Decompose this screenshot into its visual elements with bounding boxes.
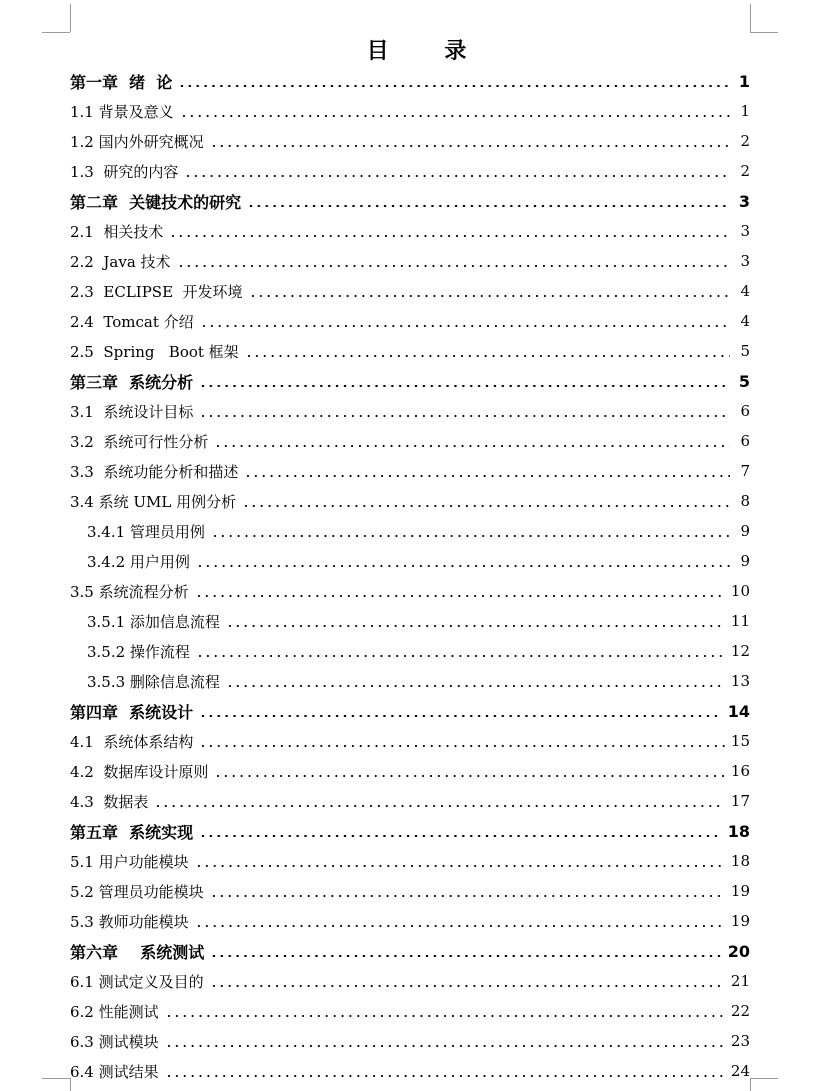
- toc-dot-leader: [154, 805, 725, 807]
- toc-entry[interactable]: [70, 966, 750, 996]
- toc-entry-label: 第四章 系统设计: [70, 702, 194, 722]
- toc-entry-label: 6.1 测试定义及目的: [70, 972, 204, 991]
- toc-page-number: 1: [740, 102, 750, 120]
- toc-entry-label: 2.1 相关技术: [70, 222, 164, 241]
- toc-page-number: 6: [740, 402, 750, 420]
- toc-entry-label: 5.2 管理员功能模块: [70, 882, 204, 901]
- toc-chapter-entry[interactable]: [70, 66, 750, 96]
- toc-page-number: 5: [740, 342, 750, 360]
- toc-dot-leader: [169, 235, 730, 237]
- toc-entry[interactable]: [70, 1026, 750, 1056]
- toc-dot-leader: [214, 775, 725, 777]
- toc-page-number: 22: [730, 1002, 750, 1020]
- toc-entry[interactable]: [70, 216, 750, 246]
- toc-entry[interactable]: [70, 546, 750, 576]
- toc-dot-leader: [200, 325, 730, 327]
- toc-entry-label: 2.4 Tomcat 介绍: [70, 312, 194, 331]
- toc-entry[interactable]: [70, 246, 750, 276]
- toc-entry-label: 4.2 数据库设计原则: [70, 762, 209, 781]
- toc-page-number: 2: [740, 132, 750, 150]
- toc-entry-label: 2.2 Java 技术: [70, 252, 171, 271]
- toc-chapter-entry[interactable]: [70, 816, 750, 846]
- toc-page-number: 24: [730, 1062, 750, 1080]
- toc-entry[interactable]: [70, 426, 750, 456]
- toc-page-number: 18: [730, 852, 750, 870]
- toc-page-number: 3: [740, 252, 750, 270]
- toc-entry[interactable]: [70, 486, 750, 516]
- toc-page-number: 19: [730, 882, 750, 900]
- toc-dot-leader: [184, 175, 730, 177]
- toc-entry[interactable]: [70, 906, 750, 936]
- table-of-contents: [70, 66, 750, 1086]
- toc-entry[interactable]: [70, 756, 750, 786]
- toc-page-number: 18: [727, 821, 750, 841]
- toc-entry-label: 5.3 教师功能模块: [70, 912, 189, 931]
- toc-entry-label: 2.3 ECLIPSE 开发环境: [70, 282, 243, 301]
- toc-chapter-entry[interactable]: [70, 696, 750, 726]
- toc-entry[interactable]: [70, 306, 750, 336]
- toc-dot-leader: [242, 505, 730, 507]
- toc-dot-leader: [247, 205, 730, 207]
- toc-page-number: 16: [730, 762, 750, 780]
- toc-dot-leader: [195, 595, 725, 597]
- toc-page-number: 7: [740, 462, 750, 480]
- toc-entry-label: 第五章 系统实现: [70, 822, 194, 842]
- toc-entry-label: 1.1 背景及意义: [70, 102, 174, 121]
- toc-dot-leader: [165, 1015, 725, 1017]
- toc-entry[interactable]: [70, 516, 750, 546]
- toc-dot-leader: [245, 355, 730, 357]
- toc-page-number: 8: [740, 492, 750, 510]
- toc-entry[interactable]: [70, 1056, 750, 1086]
- toc-dot-leader: [195, 925, 725, 927]
- toc-entry-label: 3.5.1 添加信息流程: [87, 612, 220, 631]
- toc-dot-leader: [177, 265, 730, 267]
- toc-entry-label: 6.4 测试结果: [70, 1062, 159, 1081]
- toc-dot-leader: [195, 865, 725, 867]
- toc-chapter-entry[interactable]: [70, 936, 750, 966]
- toc-dot-leader: [214, 445, 730, 447]
- toc-page-number: 4: [740, 282, 750, 300]
- toc-page-number: 3: [740, 222, 750, 240]
- toc-entry-label: 1.2 国内外研究概况: [70, 132, 204, 151]
- toc-dot-leader: [226, 685, 725, 687]
- toc-page-number: 13: [730, 672, 750, 690]
- toc-entry-label: 6.3 测试模块: [70, 1032, 159, 1051]
- toc-dot-leader: [180, 115, 730, 117]
- toc-entry-label: 3.5 系统流程分析: [70, 582, 189, 601]
- toc-page-number: 12: [730, 642, 750, 660]
- toc-page-number: 20: [727, 941, 750, 961]
- toc-dot-leader: [199, 835, 722, 837]
- toc-entry[interactable]: [70, 156, 750, 186]
- toc-page-number: 9: [740, 552, 750, 570]
- toc-page-number: 1: [738, 71, 750, 91]
- toc-page-number: 11: [730, 612, 750, 630]
- toc-page-number: 6: [740, 432, 750, 450]
- toc-dot-leader: [196, 655, 725, 657]
- toc-page-number: 10: [730, 582, 750, 600]
- toc-chapter-entry[interactable]: [70, 366, 750, 396]
- toc-entry-label: 3.4.1 管理员用例: [87, 522, 205, 541]
- toc-dot-leader: [210, 985, 725, 987]
- toc-page-number: 15: [730, 732, 750, 750]
- toc-entry[interactable]: [70, 276, 750, 306]
- toc-page-number: 5: [738, 371, 750, 391]
- toc-page-number: 9: [740, 522, 750, 540]
- toc-dot-leader: [178, 85, 730, 87]
- toc-page-number: 14: [727, 701, 750, 721]
- toc-entry[interactable]: [70, 96, 750, 126]
- toc-entry-label: 2.5 Spring Boot 框架: [70, 342, 239, 361]
- toc-entry-label: 3.2 系统可行性分析: [70, 432, 209, 451]
- toc-entry[interactable]: [70, 636, 750, 666]
- toc-dot-leader: [244, 475, 730, 477]
- toc-entry-label: 第二章 关键技术的研究: [70, 192, 242, 212]
- toc-entry[interactable]: [70, 666, 750, 696]
- toc-page-number: 21: [730, 972, 750, 990]
- toc-dot-leader: [210, 895, 725, 897]
- toc-entry[interactable]: [70, 396, 750, 426]
- toc-entry-label: 3.1 系统设计目标: [70, 402, 194, 421]
- toc-page-number: 3: [738, 191, 750, 211]
- toc-entry-label: 4.3 数据表: [70, 792, 149, 811]
- toc-title: 目 录: [366, 39, 491, 64]
- toc-dot-leader: [210, 145, 730, 147]
- toc-entry[interactable]: [70, 126, 750, 156]
- toc-dot-leader: [226, 625, 725, 627]
- toc-entry-label: 6.2 性能测试: [70, 1002, 159, 1021]
- toc-entry-label: 3.4 系统 UML 用例分析: [70, 492, 237, 511]
- toc-dot-leader: [196, 565, 730, 567]
- toc-entry[interactable]: [70, 846, 750, 876]
- toc-dot-leader: [165, 1075, 725, 1077]
- toc-entry[interactable]: [70, 336, 750, 366]
- toc-page-number: 2: [740, 162, 750, 180]
- toc-dot-leader: [249, 295, 730, 297]
- toc-entry-label: 3.5.2 操作流程: [87, 642, 190, 661]
- toc-entry[interactable]: [70, 996, 750, 1026]
- toc-page-number: 19: [730, 912, 750, 930]
- toc-entry-label: 第六章 系统测试: [70, 942, 205, 962]
- toc-entry-label: 3.3 系统功能分析和描述: [70, 462, 239, 481]
- toc-dot-leader: [199, 745, 725, 747]
- toc-entry[interactable]: [70, 876, 750, 906]
- toc-entry[interactable]: [70, 726, 750, 756]
- toc-chapter-entry[interactable]: [70, 186, 750, 216]
- toc-entry[interactable]: [70, 576, 750, 606]
- toc-entry[interactable]: [70, 606, 750, 636]
- toc-dot-leader: [210, 955, 721, 957]
- toc-page-number: 23: [730, 1032, 750, 1050]
- toc-dot-leader: [199, 415, 730, 417]
- toc-entry-label: 第三章 系统分析: [70, 372, 194, 392]
- toc-page-number: 4: [740, 312, 750, 330]
- toc-entry-label: 3.4.2 用户用例: [87, 552, 190, 571]
- toc-dot-leader: [165, 1045, 725, 1047]
- toc-entry[interactable]: [70, 786, 750, 816]
- toc-dot-leader: [211, 535, 730, 537]
- toc-dot-leader: [199, 385, 730, 387]
- toc-entry-label: 5.1 用户功能模块: [70, 852, 189, 871]
- toc-entry-label: 第一章 绪 论: [70, 72, 173, 92]
- toc-page-number: 17: [730, 792, 750, 810]
- toc-entry[interactable]: [70, 456, 750, 486]
- toc-entry-label: 3.5.3 删除信息流程: [87, 672, 220, 691]
- toc-dot-leader: [199, 715, 722, 717]
- toc-entry-label: 4.1 系统体系结构: [70, 732, 194, 751]
- toc-entry-label: 1.3 研究的内容: [70, 162, 179, 181]
